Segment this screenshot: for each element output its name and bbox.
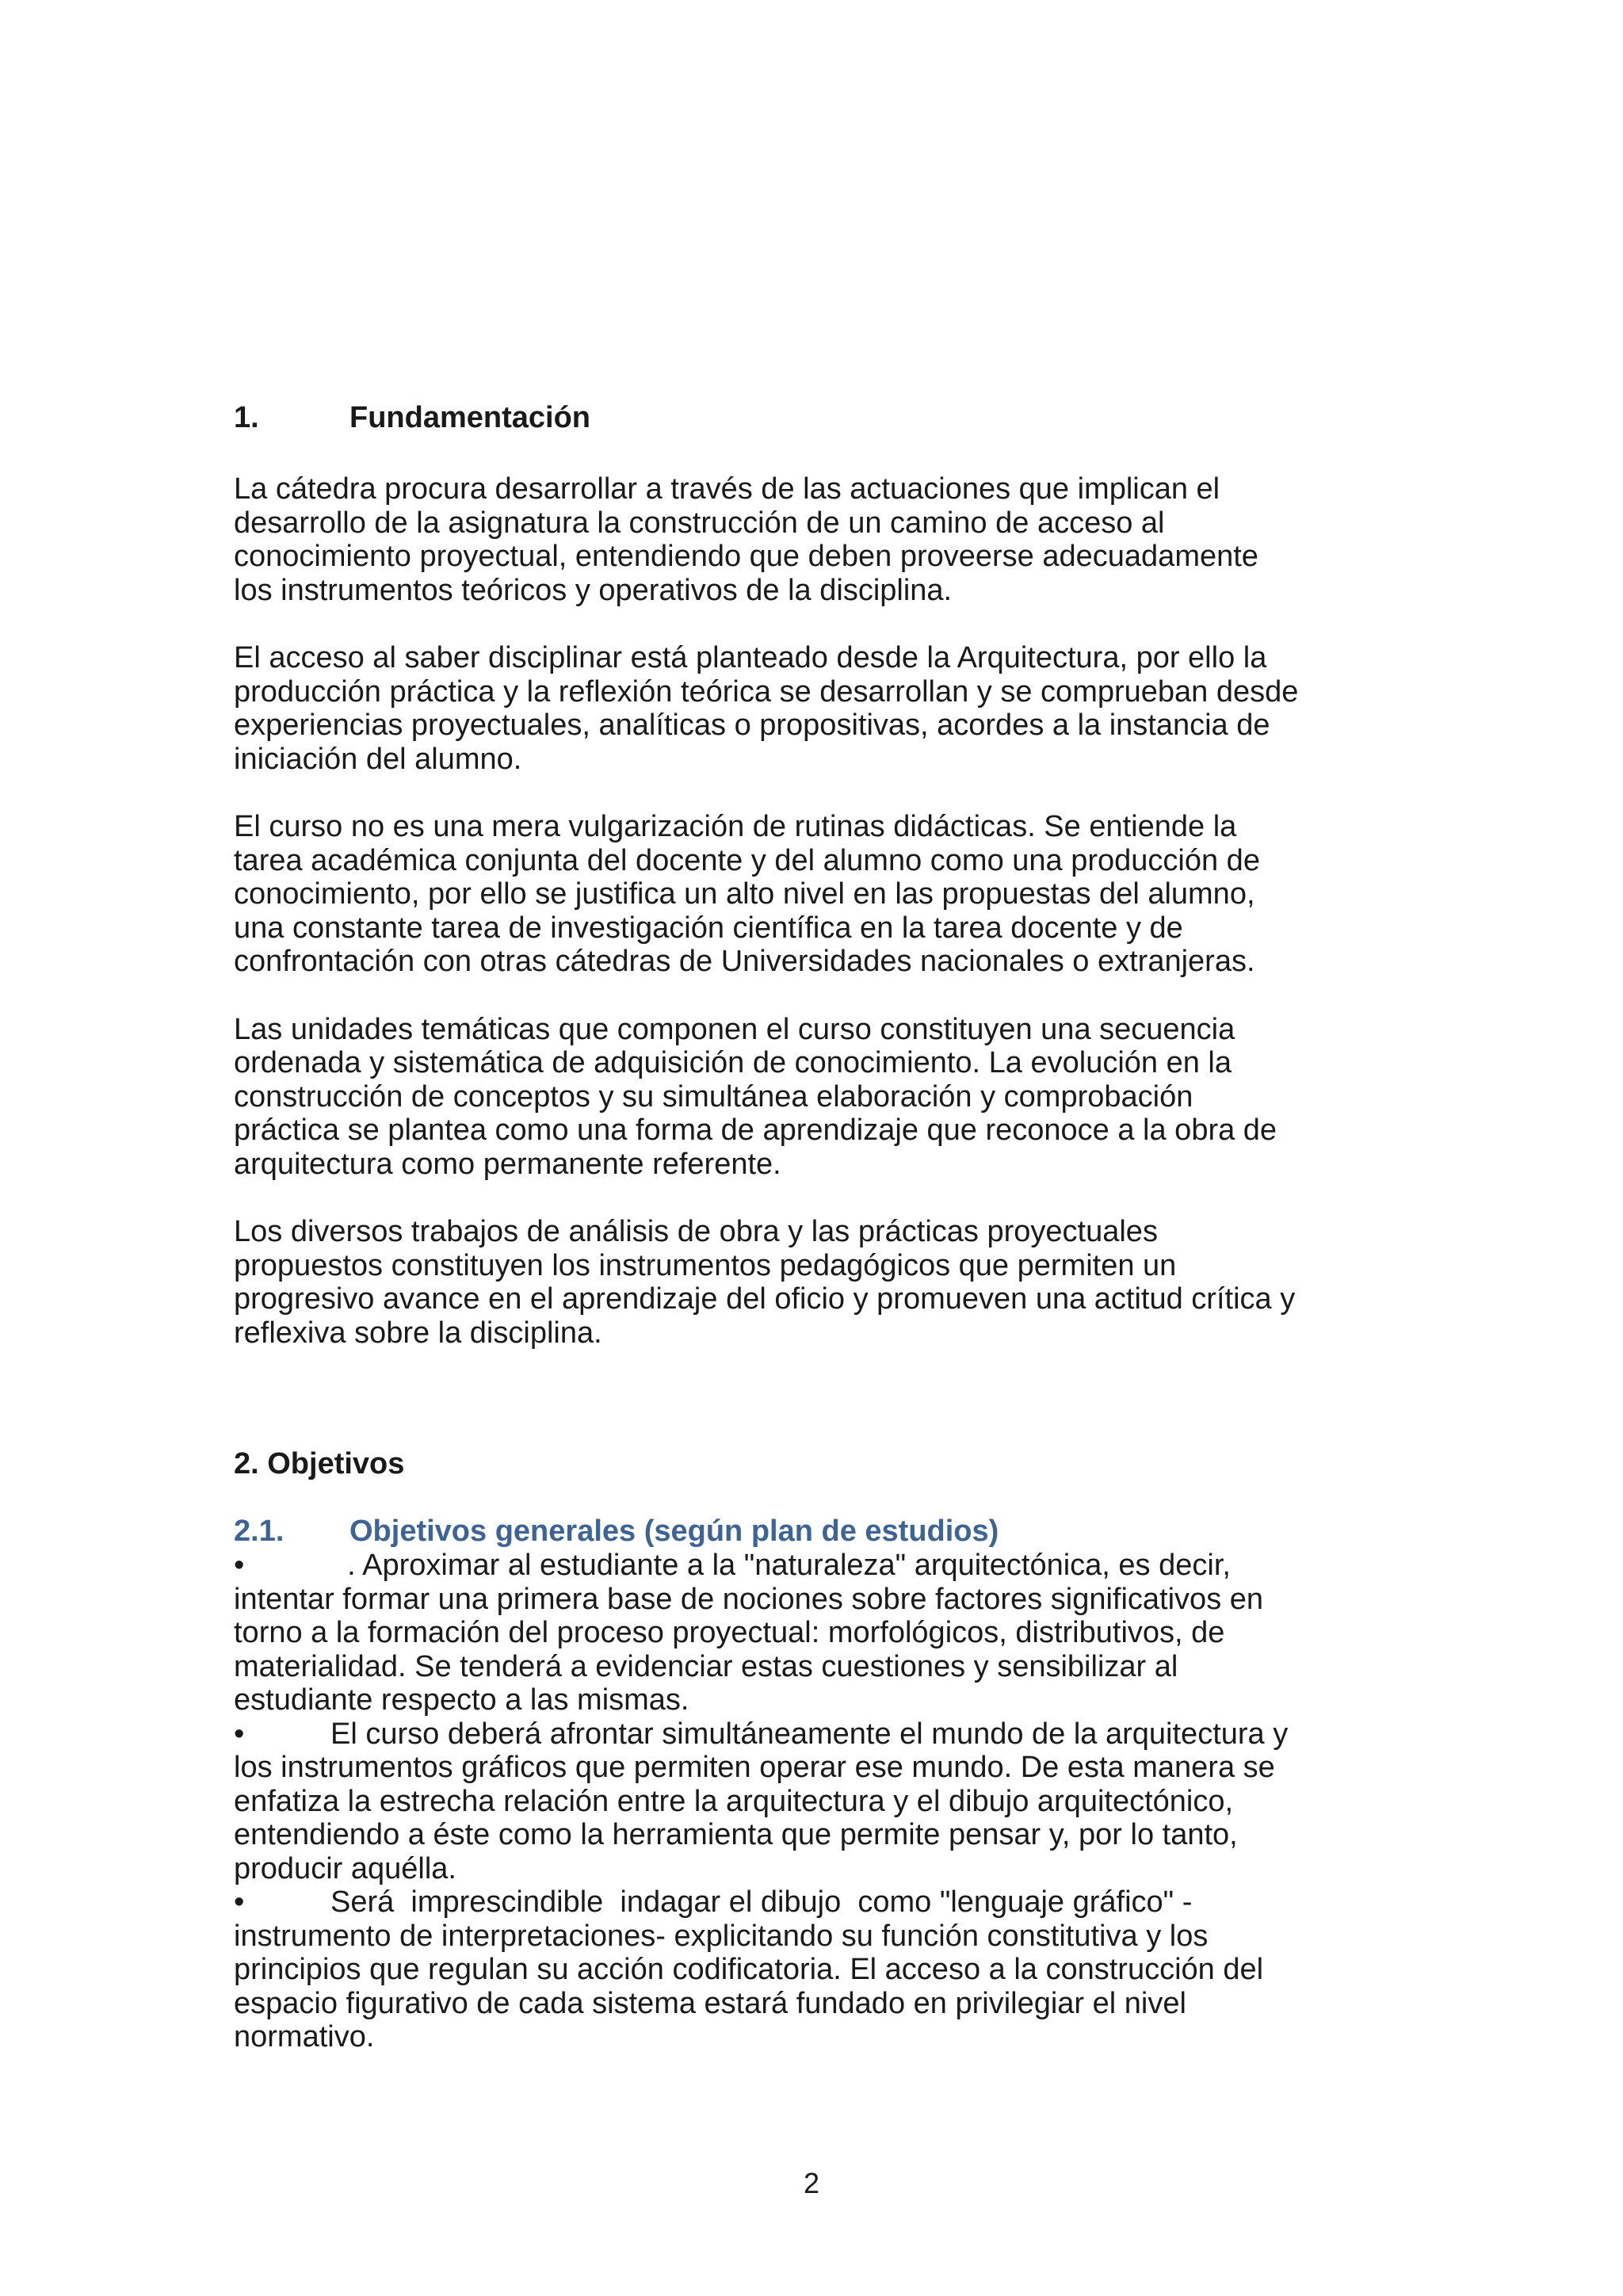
subsection-2-1-number: 2.1. [234, 1515, 285, 1548]
text-line: ordenada y sistemática de adquisición de conocimiento. La evolución en la [234, 1046, 1232, 1079]
text-line: desarrollo de la asignatura la construcción de un camino de acceso al [234, 506, 1165, 540]
text-line: conocimiento, por ello se justifica un alto nivel en las propuestas del alumno, [234, 877, 1255, 911]
list-item [234, 1717, 1407, 1886]
bullet-icon: • [234, 1885, 245, 1919]
bullet-icon: • [234, 1549, 245, 1582]
text-line: La cátedra procura desarrollar a través de las actuaciones que implican el [234, 472, 1220, 506]
text-line: construcción de conceptos y su simultánea elaboración y comprobación [234, 1079, 1193, 1114]
text-line: El acceso al saber disciplinar está planteado desde la Arquitectura, por ello la [234, 641, 1267, 674]
section-1-heading [234, 400, 1407, 435]
text-line: normativo. [234, 2020, 375, 2053]
page-number: 2 [803, 2167, 820, 2199]
text-line: enfatiza la estrecha relación entre la arquitectura y el dibujo arquitectónico, [234, 1784, 1234, 1818]
list-item [234, 1885, 1407, 2054]
text-line: Las unidades temáticas que componen el curso constituyen una secuencia [234, 1012, 1235, 1046]
text-line: confrontación con otras cátedras de Universidades nacionales o extranjeras. [234, 945, 1255, 978]
text-line: instrumento de interpretaciones- explicitando su función constitutiva y los [234, 1919, 1209, 1953]
section-1-paragraphs [234, 472, 1407, 1350]
paragraph [234, 1215, 1407, 1350]
text-line: principios que regulan su acción codificatoria. El acceso a la construcción del [234, 1953, 1264, 1986]
section-2-heading: 2. Objetivos [234, 1447, 405, 1480]
text-line: progresivo avance en el aprendizaje del oficio y promueven una actitud crítica y [234, 1282, 1296, 1316]
paragraph [234, 641, 1407, 776]
text-line: los instrumentos teóricos y operativos de la disciplina. [234, 573, 953, 607]
text-line: . Aproximar al estudiante a la "naturaleza" arquitectónica, es decir, [330, 1549, 1231, 1582]
text-line: entendiendo a éste como la herramienta que permite pensar y, por lo tanto, [234, 1818, 1238, 1851]
text-line: Será imprescindible indagar el dibujo como "lenguaje gráfico" - [330, 1885, 1193, 1919]
document-body [234, 400, 1407, 2054]
text-line: los instrumentos gráficos que permiten operar ese mundo. De esta manera se [234, 1751, 1275, 1784]
paragraph [234, 1013, 1407, 1182]
text-line: arquitectura como permanente referente. [234, 1147, 781, 1181]
subsection-2-1-title: Objetivos generales (según plan de estudios) [349, 1515, 999, 1548]
text-line: intentar formar una primera base de nociones sobre factores significativos en [234, 1582, 1264, 1616]
text-line: estudiante respecto a las mismas. [234, 1683, 689, 1717]
text-line: producción práctica y la reflexión teórica se desarrollan y se comprueban desde [234, 674, 1299, 709]
objectives-list [234, 1549, 1407, 2054]
paragraph [234, 472, 1407, 607]
text-line: una constante tarea de investigación científica en la tarea docente y de [234, 911, 1183, 945]
text-line: espacio figurativo de cada sistema estará fundado en privilegiar el nivel [234, 1986, 1186, 2020]
list-item [234, 1549, 1407, 1717]
text-line: iniciación del alumno. [234, 742, 522, 776]
text-line: torno a la formación del proceso proyectual: morfológicos, distributivos, de [234, 1616, 1225, 1649]
text-line: conocimiento proyectual, entendiendo que deben proveerse adecuadamente [234, 540, 1258, 573]
text-line: práctica se plantea como una forma de aprendizaje que reconoce a la obra de [234, 1114, 1277, 1147]
text-line: El curso no es una mera vulgarización de rutinas didácticas. Se entiende la [234, 810, 1237, 843]
section-1-number: 1. [234, 401, 259, 434]
text-line: reflexiva sobre la disciplina. [234, 1316, 602, 1350]
subsection-2-1-heading [234, 1514, 1407, 1549]
text-line: experiencias proyectuales, analíticas o propositivas, acordes a la instancia de [234, 709, 1270, 742]
text-line: producir aquélla. [234, 1851, 456, 1885]
text-line: tarea académica conjunta del docente y del alumno como una producción de [234, 843, 1260, 877]
paragraph [234, 810, 1407, 979]
text-line: Los diversos trabajos de análisis de obra y las prácticas proyectuales [234, 1215, 1158, 1248]
text-line: El curso deberá afrontar simultáneamente el mundo de la arquitectura y [330, 1717, 1289, 1751]
bullet-icon: • [234, 1717, 245, 1751]
section-1-title: Fundamentación [349, 401, 591, 434]
text-line: materialidad. Se tenderá a evidenciar estas cuestiones y sensibilizar al [234, 1649, 1178, 1683]
text-line: propuestos constituyen los instrumentos pedagógicos que permiten un [234, 1248, 1177, 1282]
